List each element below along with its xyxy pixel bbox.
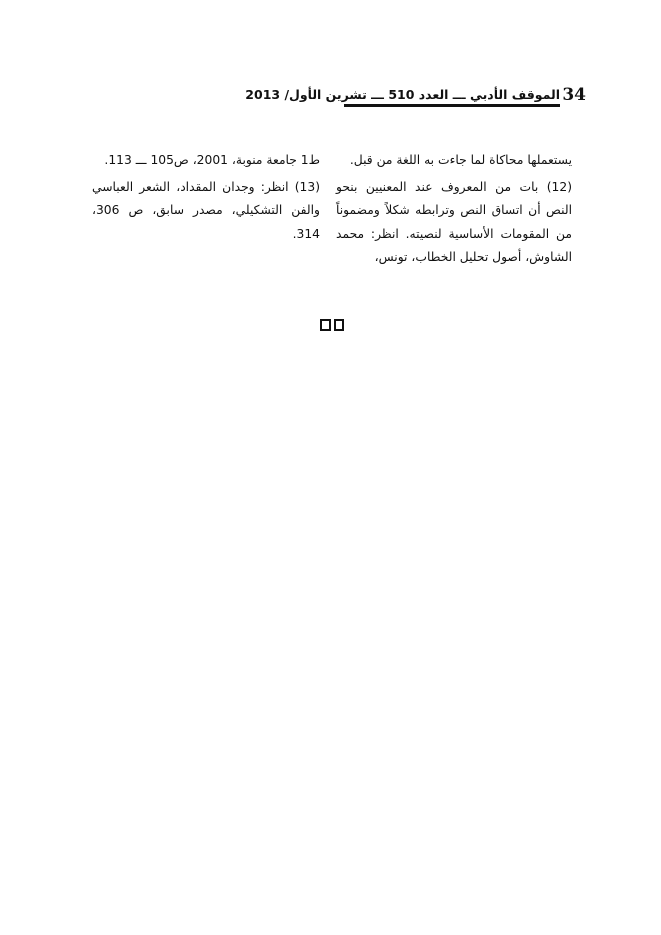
page-number: 34 [562,85,586,105]
right-column [336,149,572,273]
running-header [245,84,594,110]
footnote-continuation-left: ط1 جامعة منوبة، 2001، ص105 ـــ 113. [104,153,320,167]
footnote-13: (13) انظر: وجدان المقداد، الشعر العباسي والفن التشكيلي، مصدر سابق، ص 306، 314. [92,179,320,241]
left-column [92,149,320,249]
header-rule [344,104,560,107]
running-title: الموقف الأدبي ـــ العدد 510 ـــ تشرين الأول/ 2013 [245,87,560,102]
double-square-end-mark-icon [320,319,344,331]
square-icon [320,319,331,331]
footnote-continuation: يستعملها محاكاة لما جاءت به اللغة من قبل. [349,153,572,167]
footnote-12: (12) بات من المعروف عند المعنيين بنحو النص أن اتساق النص وترابطه شكلاً ومضموناً من المقومات الأساسية لنصيته. انظر: محمد الشاوش، أصول تحليل الخطاب، تونس، [336,179,572,264]
square-icon [334,319,345,331]
